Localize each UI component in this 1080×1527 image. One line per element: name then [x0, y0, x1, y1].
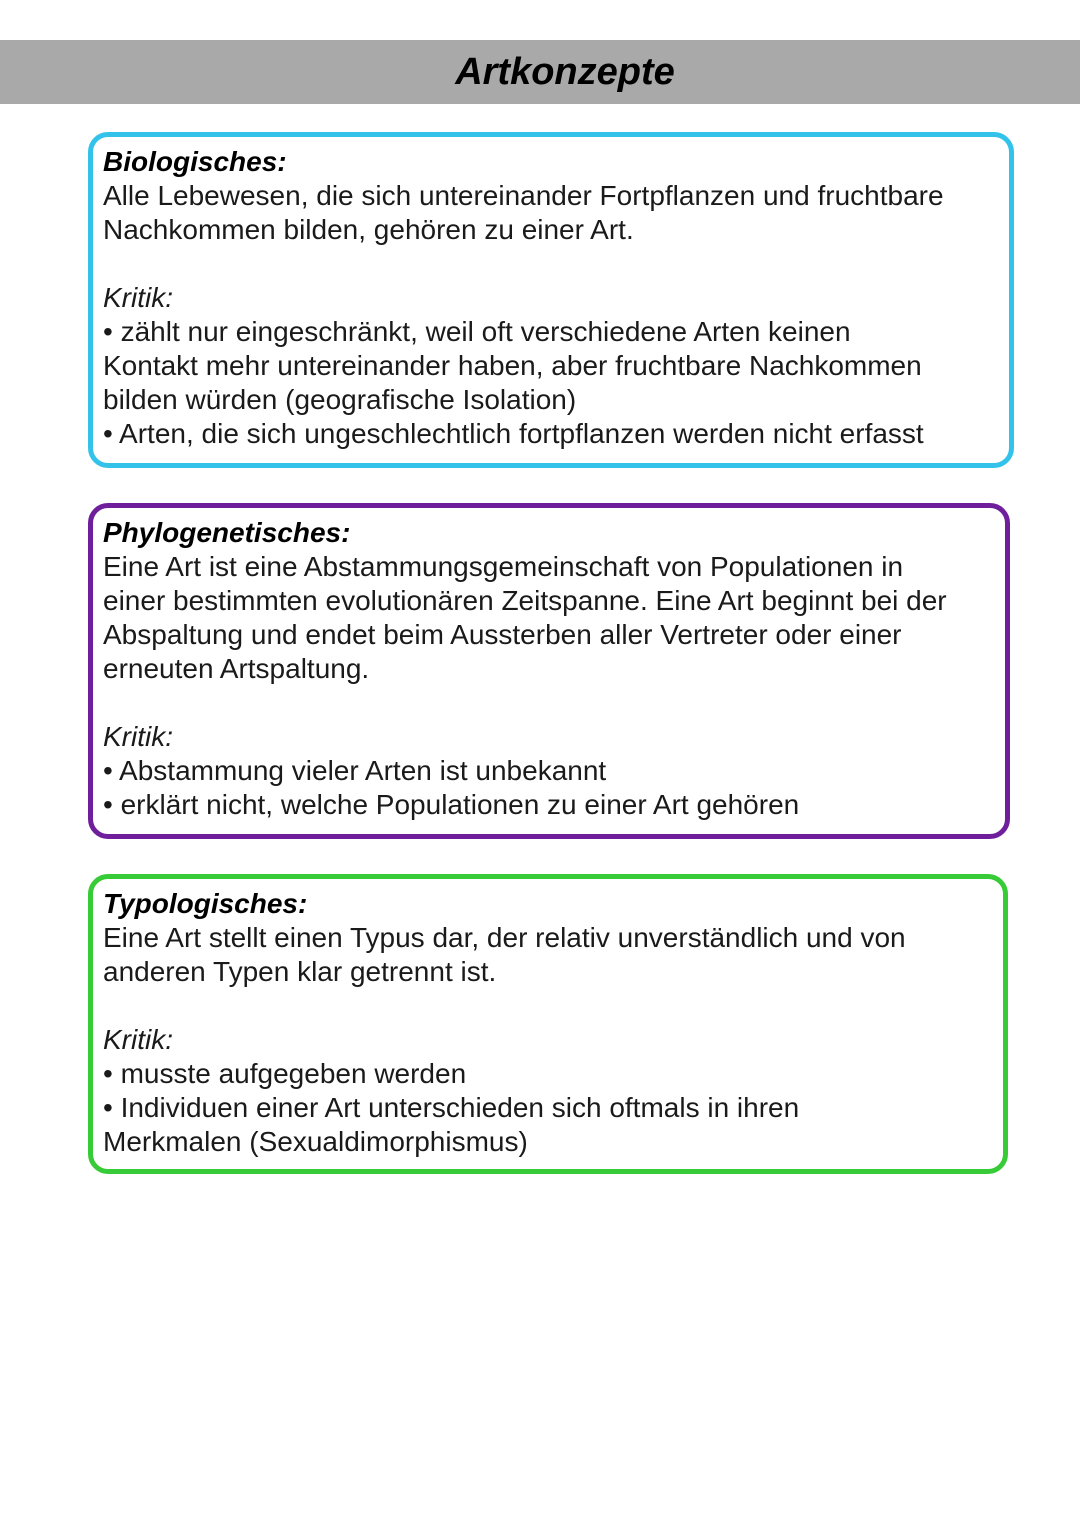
concept-card-phylogenetisch — [88, 503, 1010, 839]
kritik-item: • zählt nur eingeschränkt, weil oft verschiedene Arten keinen Kontakt mehr untereinander haben, aber fruchtbare Nachkommen bilden würden (geografische Isolation) — [103, 316, 922, 415]
concept-definition: Eine Art stellt einen Typus dar, der relativ unverständlich und von anderen Typen klar getrennt ist. — [103, 922, 906, 987]
title-bar — [0, 40, 1080, 104]
spacer — [103, 989, 993, 1023]
concept-heading: Biologisches: — [103, 146, 287, 177]
concept-heading: Phylogenetisches: — [103, 517, 351, 548]
concept-heading: Typologisches: — [103, 888, 308, 919]
concept-card-biologisch — [88, 132, 1014, 468]
kritik-label: Kritik: — [103, 721, 173, 752]
kritik-item: • erklärt nicht, welche Populationen zu einer Art gehören — [103, 789, 800, 820]
page-title: Artkonzepte — [455, 51, 675, 93]
kritik-label: Kritik: — [103, 1024, 173, 1055]
spacer — [103, 686, 995, 720]
concept-definition: Alle Lebewesen, die sich untereinander Fortpflanzen und fruchtbare Nachkommen bilden, gehören zu einer Art. — [103, 180, 944, 245]
kritik-item: • Abstammung vieler Arten ist unbekannt — [103, 755, 607, 786]
spacer — [103, 247, 999, 281]
concept-definition: Eine Art ist eine Abstammungsgemeinschaft von Populationen in einer bestimmten evolutionären Zeitspanne. Eine Art beginnt bei der Abspaltung und endet beim Aussterben aller Vertreter oder einer erneuten Artspaltung. — [103, 551, 947, 684]
kritik-item: • Arten, die sich ungeschlechtlich fortpflanzen werden nicht erfasst — [103, 418, 924, 449]
kritik-label: Kritik: — [103, 282, 173, 313]
kritik-item: • musste aufgegeben werden — [103, 1058, 467, 1089]
concept-card-typologisch — [88, 874, 1008, 1174]
kritik-item: • Individuen einer Art unterschieden sich oftmals in ihren Merkmalen (Sexualdimorphismus) — [103, 1092, 800, 1157]
